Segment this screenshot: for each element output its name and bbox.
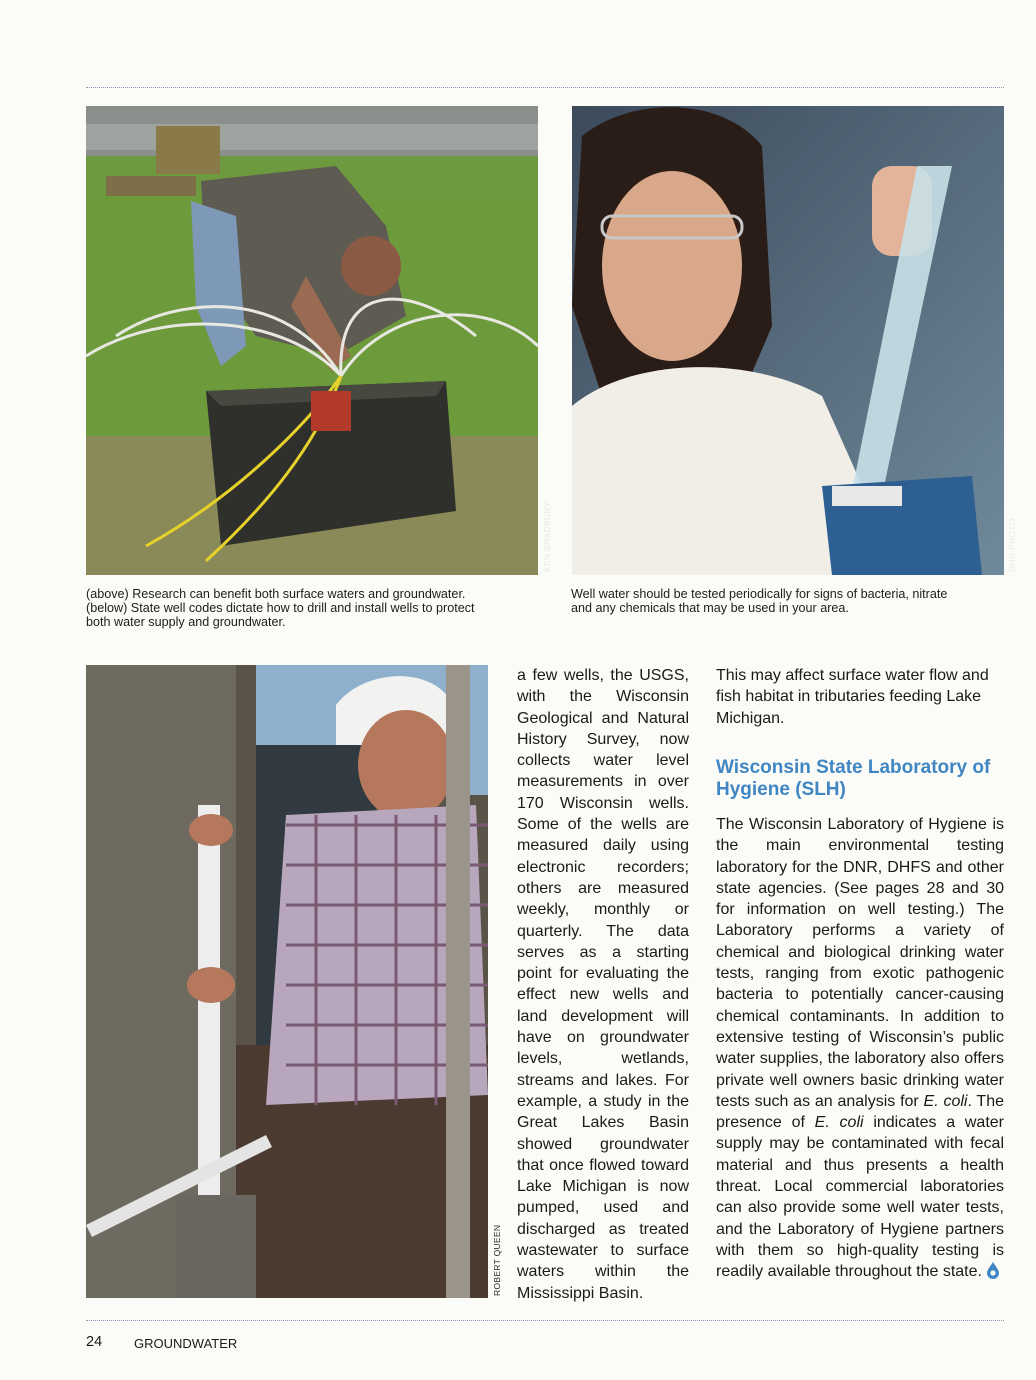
body-segment: indicates a water supply may be contaminated with fecal material and thus presents a health threat. Local commercial laboratories can also provide some well water tests, and the Laboratory of Hygiene partners with them so high-quality testing is readily available throughout the state. xyxy=(716,1114,1004,1281)
top-rule xyxy=(86,87,1004,88)
caption-right xyxy=(571,587,1005,615)
water-drop-end-icon xyxy=(986,1261,1000,1279)
body-segment: . The presence of xyxy=(716,1092,1004,1132)
photo-well-research xyxy=(86,106,538,575)
middle-column xyxy=(517,665,689,1304)
caption-left xyxy=(86,587,546,630)
page-number: 24 xyxy=(86,1334,103,1350)
body-segment: The Wisconsin Laboratory of Hygiene is the main environmental testing laboratory for the DNR, DHFS and other state agencies. (See pages 28 and 30 for information on well testing.) The Laboratory performs a variety of chemical and biological drinking water tests, ranging from exotic pathogenic bacteria to potentially cancer-causing chemical contaminants. In addition to extensive testing of Wisconsin’s public water supplies, the laboratory also offers private well owners basic drinking water tests such as an analysis for xyxy=(716,816,1004,1110)
italic-term: E. coli xyxy=(814,1114,864,1132)
right-column-body xyxy=(716,814,1004,1283)
photo-credit-top-right: DNR PHOTO xyxy=(1007,518,1017,572)
caption-line: and any chemicals that may be used in your area. xyxy=(571,601,849,616)
caption-line: (below) State well codes dictate how to drill and install wells to protect xyxy=(86,601,475,616)
middle-column-text: a few wells, the USGS, with the Wisconsin Geological and Natural History Survey, now collects water level measurements in over 170 Wisconsin wells. Some of the wells are measured daily using electronic recorders; others are measured weekly, monthly or quarterly. The data serves as a starting point for evaluating the effect new wells and land development will have on groundwater levels, wetlands, streams and lakes. For example, a study in the Great Lakes Basin showed groundwater that once flowed toward Lake Michigan is now pumped, used and discharged as treated wastewater to surface waters within the Mississippi Basin. xyxy=(517,667,689,1302)
caption-line: (above) Research can benefit both surface waters and groundwater. xyxy=(86,587,466,601)
photo-credit-top-left: KEN BRADBURY xyxy=(542,501,552,572)
section-footer: GROUNDWATER xyxy=(134,1336,238,1351)
photo-lab-technician xyxy=(572,106,1004,575)
section-heading: Wisconsin State Laboratory of Hygiene (SLH) xyxy=(716,757,991,800)
caption-line: both water supply and groundwater. xyxy=(86,615,286,630)
photo-well-driller xyxy=(86,665,488,1298)
italic-term: E. coli xyxy=(923,1092,968,1110)
person-installing-tubing-icon xyxy=(86,106,538,575)
lab-technician-test-tube-icon xyxy=(572,106,1004,575)
photo-credit-bottom-left: ROBERT QUEEN xyxy=(492,1224,502,1296)
right-column-intro xyxy=(716,665,1004,729)
right-body-text xyxy=(716,814,1004,1283)
well-driller-pipe-icon xyxy=(86,665,488,1298)
caption-line: Well water should be tested periodically for signs of bacteria, nitrate xyxy=(571,587,948,601)
right-intro-text: This may affect surface water flow and fish habitat in tributaries feeding Lake Michigan. xyxy=(716,667,989,727)
bottom-rule xyxy=(86,1320,1004,1321)
